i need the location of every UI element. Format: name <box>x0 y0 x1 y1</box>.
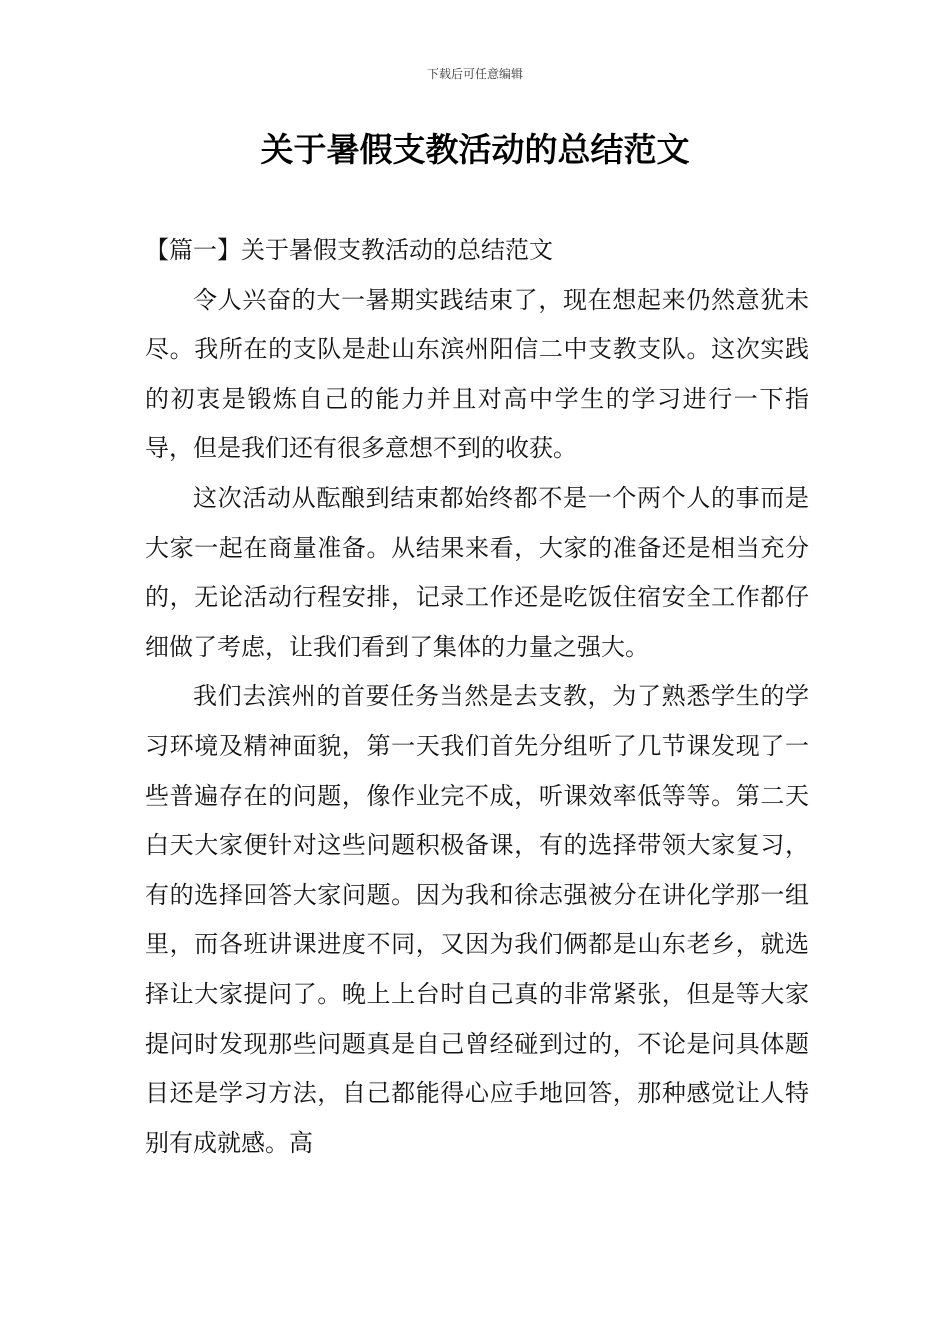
document-title: 关于暑假支教活动的总结范文 <box>260 130 690 169</box>
section-heading: 【篇一】关于暑假支教活动的总结范文 <box>145 236 553 264</box>
paragraph-3: 我们去滨州的首要任务当然是去支教，为了熟悉学生的学习环境及精神面貌，第一天我们首先分组听了几节课发现了一些普遍存在的问题，像作业完不成，听课效率低等等。第二天白天大家便针对这些问题积极备课，有的选择带领大家复习，有的选择回答大家问题。因为我和徐志强被分在讲化学那一组里，而各班讲课进度不同，又因为我们俩都是山东老乡，就选择让大家提问了。晚上上台时自己真的非常紧张，但是等大家提问时发现那些问题真是自己曾经碰到过的，不论是问具体题目还是学习方法，自己都能得心应手地回答，那种感觉让人特别有成就感。高 <box>145 682 809 1157</box>
document-body <box>145 226 809 1168</box>
header-note: 下载后可任意编辑 <box>426 67 523 81</box>
paragraph-2: 这次活动从酝酿到结束都始终都不是一个两个人的事而是大家一起在商量准备。从结果来看，大家的准备还是相当充分的，无论活动行程安排，记录工作还是吃饭住宿安全工作都仔细做了考虑，让我们看到了集体的力量之强大。 <box>145 483 809 661</box>
paragraph-1: 令人兴奋的大一暑期实践结束了，现在想起来仍然意犹未尽。我所在的支队是赴山东滨州阳信二中支教支队。这次实践的初衷是锻炼自己的能力并且对高中学生的学习进行一下指导，但是我们还有很多意想不到的收获。 <box>145 285 809 463</box>
